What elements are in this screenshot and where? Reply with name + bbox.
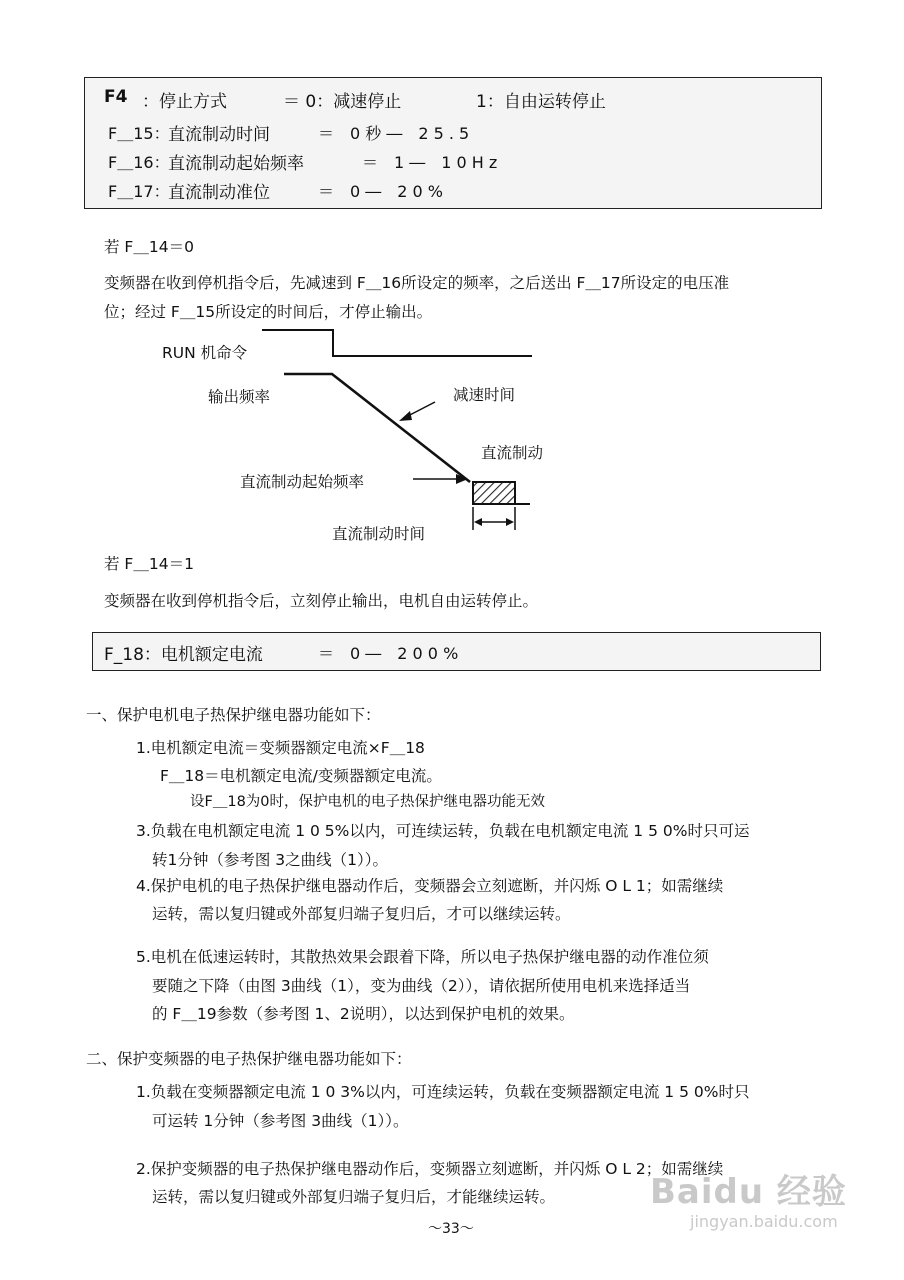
- section1-item-8: 要随之下降（由图 3曲线（1），变为曲线（2）），请依据所使用电机来选择适当: [152, 977, 691, 995]
- case1-desc: 变频器在收到停机指令后，立刻停止输出，电机自由运转停止。: [104, 592, 539, 610]
- section1-item-7: 5.电机在低速运转时，其散热效果会跟着下降，所以电子热保护继电器的动作准位须: [136, 948, 709, 966]
- case0-desc-line2: 位；经过 F＿15所设定的时间后，才停止输出。: [104, 303, 433, 321]
- dc-time-arrow-right: [506, 518, 514, 526]
- section2-item-1: 可运转 1分钟（参考图 3曲线（1））。: [152, 1112, 409, 1130]
- case0-desc-line1: 变频器在收到停机指令后，先减速到 F＿16所设定的频率，之后送出 F＿17所设定的电压准: [104, 274, 730, 292]
- f16-name: 直流制动起始频率: [168, 154, 304, 174]
- section2-item-3: 运转，需以复归键或外部复归端子复归后，才能继续运转。: [152, 1188, 556, 1206]
- section2-item-0: 1.负载在变频器额定电流 1 0 3%以内，可连续运转，负载在变频器额定电流 1 5 0%时只: [136, 1083, 750, 1101]
- dc-brake-label: 直流制动: [481, 444, 544, 462]
- section1-heading: 一、保护电机电子热保护继电器功能如下：: [86, 706, 381, 724]
- run-signal-line: [262, 330, 532, 356]
- output-frequency-line: [284, 374, 470, 482]
- f18-range: ＝ 0 ― 2 0 0 %: [318, 644, 459, 663]
- baidu-watermark-url: jingyan.baidu.com: [690, 1212, 838, 1231]
- section2-item-2: 2.保护变频器的电子热保护继电器动作后，变频器立刻遮断，并闪烁 O L 2；如需继续: [136, 1160, 724, 1178]
- section1-item-3: 3.负载在电机额定电流 1 0 5%以内，可连续运转，负载在电机额定电流 1 5 0%时只可运: [136, 822, 750, 840]
- output-frequency-label: 输出频率: [208, 388, 271, 406]
- f18-label: F_18：电机额定电流: [104, 645, 263, 665]
- section2-heading: 二、保护变频器的电子热保护继电器功能如下：: [86, 1050, 412, 1068]
- f15-code: F＿15：: [108, 124, 170, 143]
- f16-code: F＿16：: [108, 153, 170, 172]
- case0-condition: 若 F＿14＝0: [104, 238, 194, 256]
- f15-name: 直流制动时间: [168, 125, 270, 145]
- section1-item-5: 4.保护电机的电子热保护继电器动作后，变频器会立刻遮断，并闪烁 O L 1；如需继续: [136, 877, 724, 895]
- page-number: ～33～: [428, 1221, 474, 1237]
- section1-item-4: 转1分钟（参考图 3之曲线（1））。: [152, 851, 389, 869]
- section1-item-1: F＿18＝电机额定电流/变频器额定电流。: [160, 767, 442, 785]
- dc-brake-hatched-block: [473, 482, 515, 504]
- f15-range: ＝ 0 秒 ― 2 5 . 5: [318, 124, 470, 143]
- f17-code: F＿17：: [108, 182, 170, 201]
- decel-time-label: 减速时间: [453, 386, 516, 404]
- dc-brake-time-label: 直流制动时间: [332, 525, 426, 543]
- dc-start-freq-label: 直流制动起始频率: [240, 473, 365, 491]
- baidu-watermark-brand: Baidu 经验: [650, 1172, 847, 1212]
- dc-time-arrow-left: [474, 518, 482, 526]
- section1-item-6: 运转，需以复归键或外部复归端子复归后，才可以继续运转。: [152, 905, 571, 923]
- f16-range: ＝ 1 ― 1 0 H z: [362, 153, 498, 172]
- f4-row-0-code: F4: [104, 87, 128, 107]
- f4-row-0-opt0: ＝ 0：减速停止: [283, 92, 402, 112]
- case1-condition: 若 F＿14＝1: [104, 555, 194, 573]
- section1-item-9: 的 F＿19参数（参考图 1、2说明），以达到保护电机的效果。: [152, 1005, 575, 1023]
- section1-item-2: 设F＿18为0时，保护电机的电子热保护继电器功能无效: [190, 794, 546, 810]
- f17-name: 直流制动准位: [168, 183, 270, 203]
- decel-arrowhead: [399, 411, 412, 421]
- f4-row-0-name: ：停止方式: [142, 92, 227, 112]
- f17-range: ＝ 0 ― 2 0 %: [318, 182, 444, 201]
- f4-row-0-opt1: 1：自由运转停止: [476, 92, 606, 112]
- run-command-label: RUN 机命令: [162, 344, 248, 362]
- section1-item-0: 1.电机额定电流＝变频器额定电流×F＿18: [136, 739, 425, 757]
